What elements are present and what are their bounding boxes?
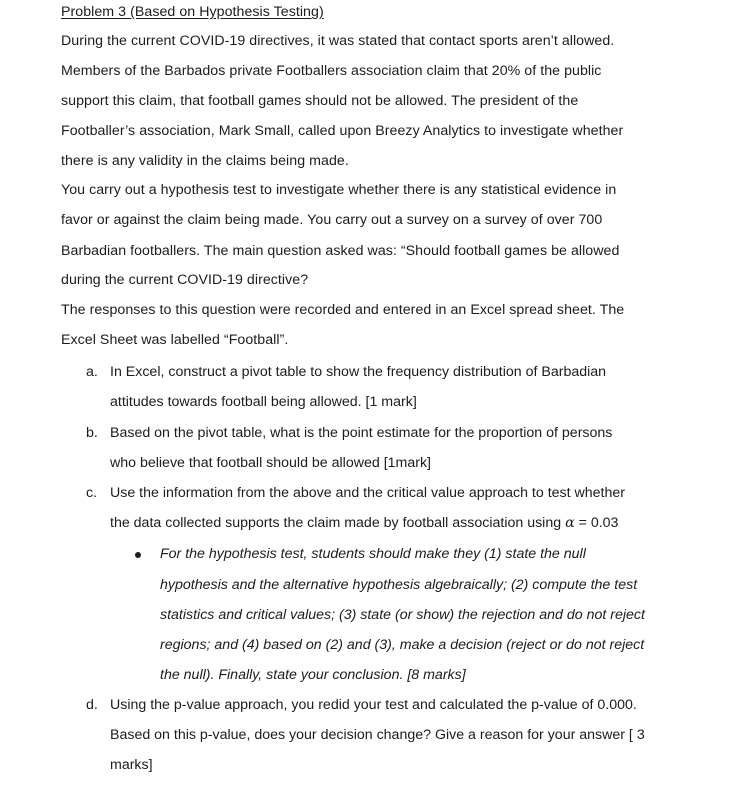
part-d-line: Based on this p-value, does your decision change? Give a reason for your answer [ 3 — [110, 727, 645, 743]
part-d-line: Using the p-value approach, you redid your test and calculated the p-value of 0.000. — [110, 697, 637, 713]
part-c-line-alpha — [110, 515, 618, 531]
bullet-line: statistics and critical values; (3) state (or show) the rejection and do not reject — [160, 607, 645, 623]
part-d-marker: d. — [86, 697, 98, 713]
part-a-line: In Excel, construct a pivot table to show the frequency distribution of Barbadian — [110, 364, 607, 380]
bullet-icon — [135, 552, 141, 558]
intro-line: The responses to this question were recorded and entered in an Excel spread sheet. The — [61, 302, 625, 318]
intro-line: During the current COVID-19 directives, it was stated that contact sports aren’t allowed. — [61, 33, 615, 49]
part-c-marker: c. — [86, 485, 98, 501]
intro-line: Excel Sheet was labelled “Football”. — [61, 332, 289, 348]
intro-line: Footballer’s association, Mark Small, called upon Breezy Analytics to investigate whether — [61, 123, 624, 139]
intro-line: support this claim, that football games should not be allowed. The president of the — [61, 93, 579, 109]
alpha-value: = 0.03 — [574, 515, 619, 531]
problem-title: Problem 3 (Based on Hypothesis Testing) — [61, 4, 324, 20]
bullet-line: hypothesis and the alternative hypothesis algebraically; (2) compute the test — [160, 577, 638, 593]
part-b-line: who believe that football should be allowed [1mark] — [110, 455, 431, 471]
intro-line: during the current COVID-19 directive? — [61, 272, 309, 288]
intro-line: favor or against the claim being made. You carry out a survey on a survey of over 700 — [61, 212, 603, 228]
bullet-line: the null). Finally, state your conclusion. [8 marks] — [160, 667, 466, 683]
part-b-line: Based on the pivot table, what is the point estimate for the proportion of persons — [110, 425, 613, 441]
alpha-symbol: α — [565, 515, 575, 531]
intro-line: You carry out a hypothesis test to investigate whether there is any statistical evidence in — [61, 182, 617, 198]
intro-line: there is any validity in the claims being made. — [61, 153, 349, 169]
part-a-marker: a. — [86, 364, 98, 380]
part-b-marker: b. — [86, 425, 98, 441]
intro-line: Barbadian footballers. The main question asked was: “Should football games be allowed — [61, 243, 620, 259]
bullet-line: For the hypothesis test, students should make they (1) state the null — [160, 546, 586, 562]
part-c-line-text: the data collected supports the claim made by football association using — [110, 515, 566, 531]
bullet-line: regions; and (4) based on (2) and (3), make a decision (reject or do not reject — [160, 637, 645, 653]
part-d-line: marks] — [110, 757, 153, 773]
intro-line: Members of the Barbados private Footballers association claim that 20% of the public — [61, 63, 602, 79]
part-c-line: Use the information from the above and the critical value approach to test whether — [110, 485, 625, 501]
part-a-line: attitudes towards football being allowed. [1 mark] — [110, 394, 417, 410]
